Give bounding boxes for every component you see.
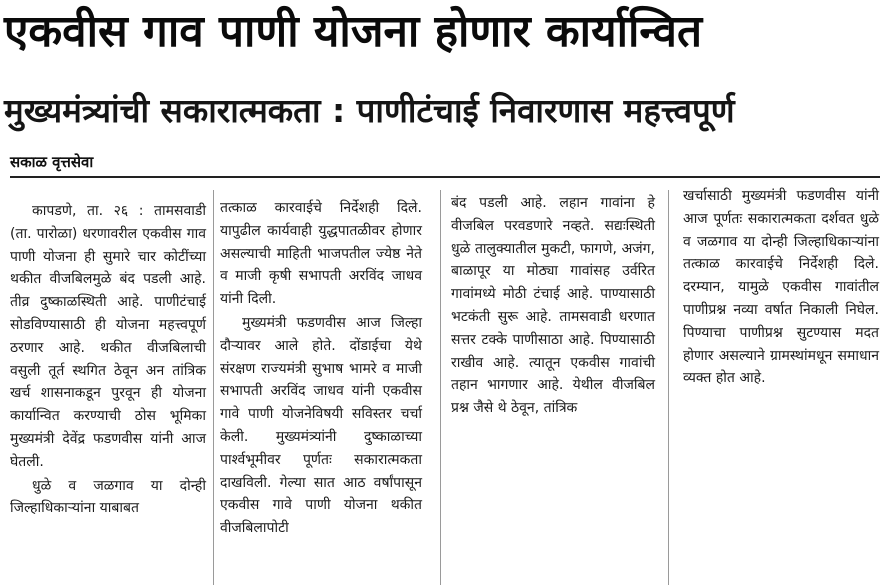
column-paragraph: बंद पडली आहे. लहान गावांना हे वीजबिल परवडणारे नव्हते. सद्यःस्थिती धुळे तालुक्यातील मुकटी, फागणे, अजंग, बाळापूर या मोठ्या गावांसह उर्वरित गावांमध्ये मोठी टंचाई आहे. पाण्यासाठी भटकंती सुरू आहे. तामसवाडी धरणात सत्तर टक्के पाणीसाठा आहे. पिण्यासाठी राखीव आहे. त्यातून एकवीस गावांची तहान भागणार आहे. येथील वीजबिल प्रश्न जैसे थे ठेवून, तांत्रिक <box>451 195 655 417</box>
article-headline: एकवीस गाव पाणी योजना होणार कार्यान्वित <box>4 6 703 57</box>
column-paragraph: तत्काळ कारवाईचे निर्देशही दिले. यापुढील कार्यवाही युद्धपातळीवर होणार असल्याची माहिती भाजपतील ज्येष्ठ नेते व माजी कृषी सभापती अरविंद जाधव यांनी दिली. <box>220 200 422 308</box>
column-divider <box>440 190 441 585</box>
column-divider <box>668 190 669 585</box>
column-paragraph: कापडणे, ता. २६ : तामसवाडी (ता. पारोळा) धरणावरील एकवीस गाव पाणी योजना ही सुमारे चार कोटींच्या थकीत वीजबिलमुळे बंद पडली आहे. तीव्र दुष्काळस्थिती आहे. पाणीटंचाई सोडविण्यासाठी ही योजना महत्त्वपूर्ण ठरणार आहे. थकीत वीजबिलाची वसुली तूर्त स्थगित ठेवून अन तांत्रिक खर्च शासनाकडून पुरवून ही योजना कार्यान्वित करण्याची ठोस भूमिका मुख्यमंत्री देवेंद्र फडणवीस यांनी आज घेतली. <box>10 203 206 470</box>
article-column-4 <box>683 185 879 390</box>
column-paragraph: धुळे व जळगाव या दोन्ही जिल्हाधिकाऱ्यांना याबाबत <box>10 477 206 517</box>
column-divider <box>213 190 214 585</box>
column-paragraph: खर्चासाठी मुख्यमंत्री फडणवीस यांनी आज पूर्णतः सकारात्मकता दर्शवत धुळे व जळगाव या दोन्ही जिल्हाधिकाऱ्यांना तत्काळ कारवाईचे निर्देशही दिले. दरम्यान, यामुळे एकवीस गावांतील पाणीप्रश्न नव्या वर्षात निकाली निघेल. पिण्याचा पाणीप्रश्न सुटण्यास मदत होणार असल्याने ग्रामस्थांमधून समाधान व्यक्त होत आहे. <box>683 188 879 387</box>
article-column-2 <box>220 197 422 540</box>
article-column-1 <box>10 200 206 520</box>
byline-divider <box>10 176 880 178</box>
article-byline: सकाळ वृत्तसेवा <box>10 153 94 171</box>
column-paragraph: मुख्यमंत्री फडणवीस आज जिल्हा दौऱ्यावर आले होते. दोंडाईचा येथे संरक्षण राज्यमंत्री सुभाष भामरे व माजी सभापती अरविंद जाधव यांनी एकवीस गावे पाणी योजनेविषयी सविस्तर चर्चा केली. मुख्यमंत्र्यांनी दुष्काळाच्या पार्श्वभूमीवर पूर्णतः सकारात्मकता दाखविली. गेल्या सात आठ वर्षांपासून एकवीस गावे पाणी योजना थकीत वीजबिलापोटी <box>220 314 422 537</box>
article-subheadline: मुख्यमंत्र्यांची सकारात्मकता : पाणीटंचाई निवारणास महत्त्वपूर्ण <box>4 91 735 130</box>
article-column-3 <box>451 192 655 420</box>
